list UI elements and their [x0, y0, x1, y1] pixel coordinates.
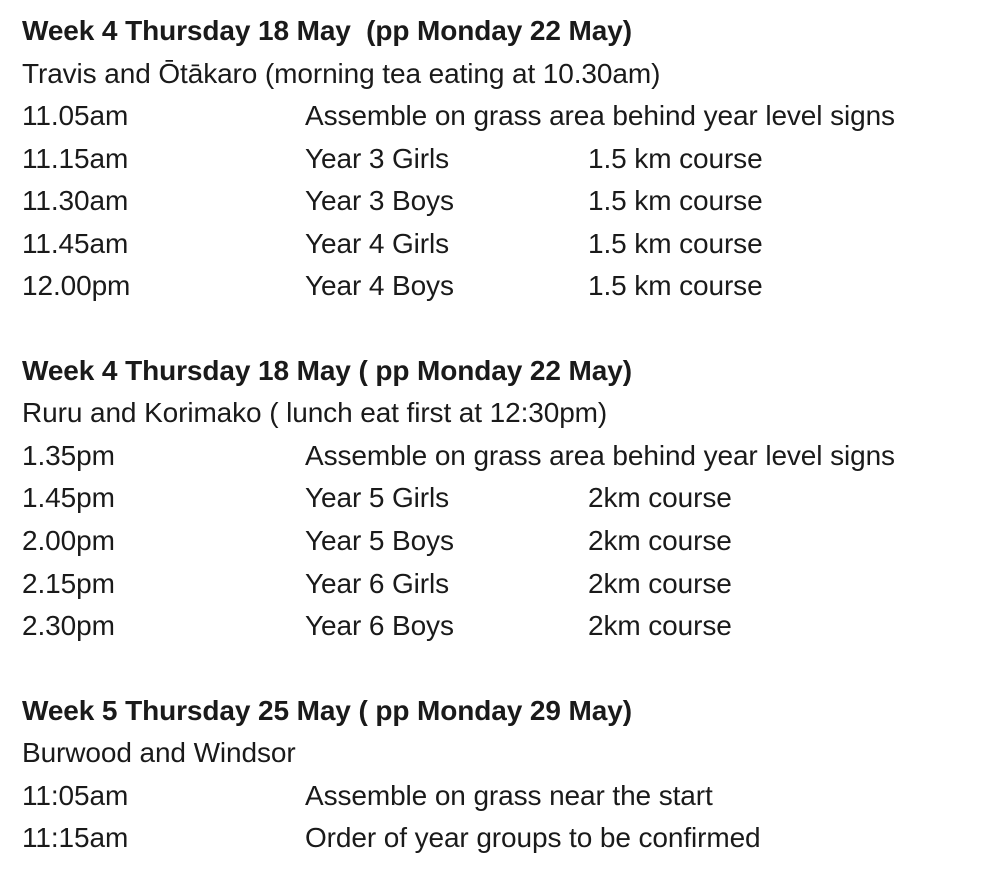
schedule-row — [22, 138, 1000, 181]
section-heading: Week 4 Thursday 18 May (pp Monday 22 May) — [22, 15, 632, 46]
schedule-row — [22, 477, 1000, 520]
schedule-row — [22, 435, 1000, 478]
row-course: 1.5 km course — [588, 142, 763, 174]
schedule-row — [22, 520, 1000, 563]
row-time: 11.05am — [22, 100, 129, 132]
row-time: 1.45pm — [22, 482, 115, 514]
row-group: Assemble on grass near the start — [305, 779, 713, 811]
row-time: 2.30pm — [22, 610, 115, 642]
row-group: Assemble on grass area behind year level signs — [305, 439, 895, 471]
row-time: 11:05am — [22, 779, 129, 811]
row-group: Year 6 Boys — [305, 610, 454, 642]
row-course: 1.5 km course — [588, 270, 763, 302]
row-group: Year 6 Girls — [305, 567, 450, 599]
row-time: 11.30am — [22, 185, 129, 217]
schedule-row — [22, 817, 1000, 860]
schedule-row — [22, 180, 1000, 223]
row-course: 1.5 km course — [588, 185, 763, 217]
schedule-section — [22, 690, 1000, 860]
schedule-row — [22, 223, 1000, 266]
row-course: 2km course — [588, 567, 732, 599]
section-subheading: Burwood and Windsor — [22, 737, 296, 769]
row-course: 2km course — [588, 482, 732, 514]
schedule-row — [22, 775, 1000, 818]
row-course: 2km course — [588, 610, 732, 642]
section-subheading: Ruru and Korimako ( lunch eat first at 12:30pm) — [22, 397, 608, 429]
row-group: Assemble on grass area behind year level signs — [305, 100, 895, 132]
row-group: Year 3 Girls — [305, 142, 450, 174]
row-group: Year 4 Boys — [305, 270, 454, 302]
row-course: 1.5 km course — [588, 227, 763, 259]
row-group: Order of year groups to be confirmed — [305, 822, 761, 854]
row-group: Year 5 Girls — [305, 482, 450, 514]
row-group: Year 5 Boys — [305, 525, 454, 557]
section-subheading: Travis and Ōtākaro (morning tea eating at 10.30am) — [22, 57, 661, 89]
schedule-row — [22, 95, 1000, 138]
schedule-row — [22, 563, 1000, 606]
row-course: 2km course — [588, 525, 732, 557]
section-heading: Week 5 Thursday 25 May ( pp Monday 29 May) — [22, 694, 632, 726]
schedule-section — [22, 350, 1000, 648]
schedule-row — [22, 605, 1000, 648]
row-time: 11.45am — [22, 227, 129, 259]
row-time: 1.35pm — [22, 439, 115, 471]
row-time: 11:15am — [22, 822, 129, 854]
row-time: 11.15am — [22, 142, 129, 174]
section-heading: Week 4 Thursday 18 May ( pp Monday 22 May) — [22, 354, 632, 386]
row-time: 2.15pm — [22, 567, 115, 599]
row-time: 2.00pm — [22, 525, 115, 557]
row-time: 12.00pm — [22, 270, 131, 302]
schedule-row — [22, 265, 1000, 308]
row-group: Year 4 Girls — [305, 227, 450, 259]
row-group: Year 3 Boys — [305, 185, 454, 217]
schedule-section — [22, 10, 1000, 308]
